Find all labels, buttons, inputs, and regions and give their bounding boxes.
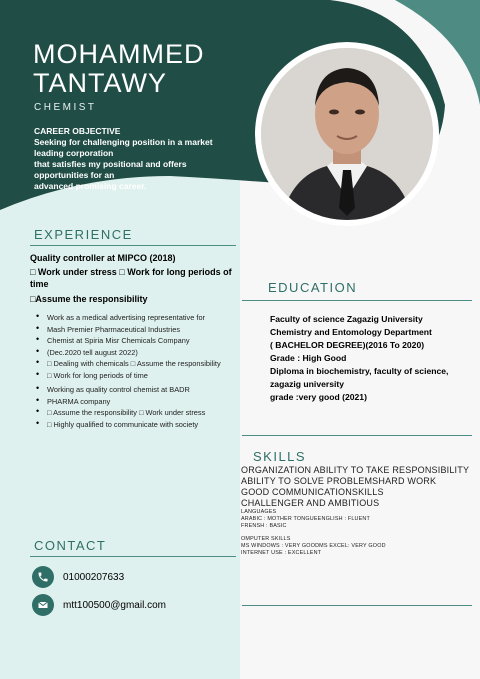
education-details [270,313,470,404]
computer-skill-line: MS WINDOWS : VERY GOODMS EXCEL: VERY GOOD [241,543,386,549]
experience-heading-1: Quality controller at MIPCO (2018) [30,253,176,263]
language-line: FRENSH : BASIC [241,523,287,529]
education-line: Diploma in biochemistry, faculty of science, zagazig university [270,366,449,389]
education-line: ( BACHELOR DEGREE)(2016 To 2020) [270,340,425,350]
skills-rule-top [242,435,472,436]
list-item: • Work as a medical advertising representative for [34,313,234,323]
objective-line: advanced promising career. [34,181,147,191]
list-item: • □ Work for long periods of time [34,371,234,381]
list-item: • (Dec.2020 tell august 2022) [34,348,234,358]
contact-phone-row [32,566,124,588]
education-title: EDUCATION [268,280,358,295]
skills-list [241,465,478,557]
skill-line: GOOD COMMUNICATIONSKILLS [241,487,384,497]
computer-skill-line: INTERNET USE : EXCELLENT [241,550,322,556]
education-line: Faculty of science Zagazig University [270,314,423,324]
skills-rule-bottom [242,605,472,606]
experience-heading-3: □Assume the responsibility [30,294,148,304]
skill-line: ABILITY TO SOLVE PROBLEMSHARD WORK [241,476,437,486]
list-item: • □ Highly qualified to communicate with society [34,420,234,430]
email-address[interactable]: mtt100500@gmail.com [63,599,166,611]
education-line: Grade : High Good [270,353,347,363]
language-line: ARABIC : MOTHER TONGUEENGLISH : FLUENT [241,516,371,522]
education-line: Chemistry and Entomology Department [270,327,432,337]
job-title: CHEMIST [34,102,97,113]
list-item: • Mash Premier Pharmaceutical Industries [34,325,234,335]
skills-title: SKILLS [253,449,307,464]
list-item: • Chemist at Spiria Misr Chemicals Company [34,336,234,346]
profile-photo-frame [255,42,439,226]
candidate-name [33,40,205,98]
profile-photo [261,48,433,220]
list-item: • Working as quality control chemist at BADR [34,385,234,395]
contact-rule [30,556,236,557]
experience-title: EXPERIENCE [34,227,133,242]
experience-list [34,313,234,431]
phone-number[interactable]: 01000207633 [63,571,125,583]
objective-line: that satisfies my positional and offers opportunities for an [34,159,187,180]
skill-line: ORGANIZATION ABILITY TO TAKE RESPONSIBILITY [241,465,470,475]
phone-icon [32,566,54,588]
contact-email-row [32,594,166,616]
list-item: • □ Dealing with chemicals □ Assume the responsibility [34,359,234,369]
list-item: • □ Assume the responsibility □ Work under stress [34,408,234,418]
education-rule [242,300,472,301]
experience-rule [30,245,236,246]
education-line: grade :very good (2021) [270,392,367,402]
computer-skills-heading: OMPUTER SKILLS [241,536,291,542]
portrait-illustration [261,48,433,220]
experience-heading-2: □ Work under stress □ Work for long periods of time [30,267,232,289]
contact-title: CONTACT [34,538,107,553]
skill-line: CHALLENGER AND AMBITIOUS [241,498,380,508]
languages-heading: LANGUAGES [241,509,277,515]
name-line-1: MOHAMMED [33,39,205,69]
objective-title: CAREER OBJECTIVE [34,126,121,136]
list-item: • PHARMA company [34,397,234,407]
career-objective [34,126,239,192]
name-line-2: TANTAWY [33,68,167,98]
objective-line: Seeking for challenging position in a market leading corporation [34,137,213,158]
mail-icon [32,594,54,616]
